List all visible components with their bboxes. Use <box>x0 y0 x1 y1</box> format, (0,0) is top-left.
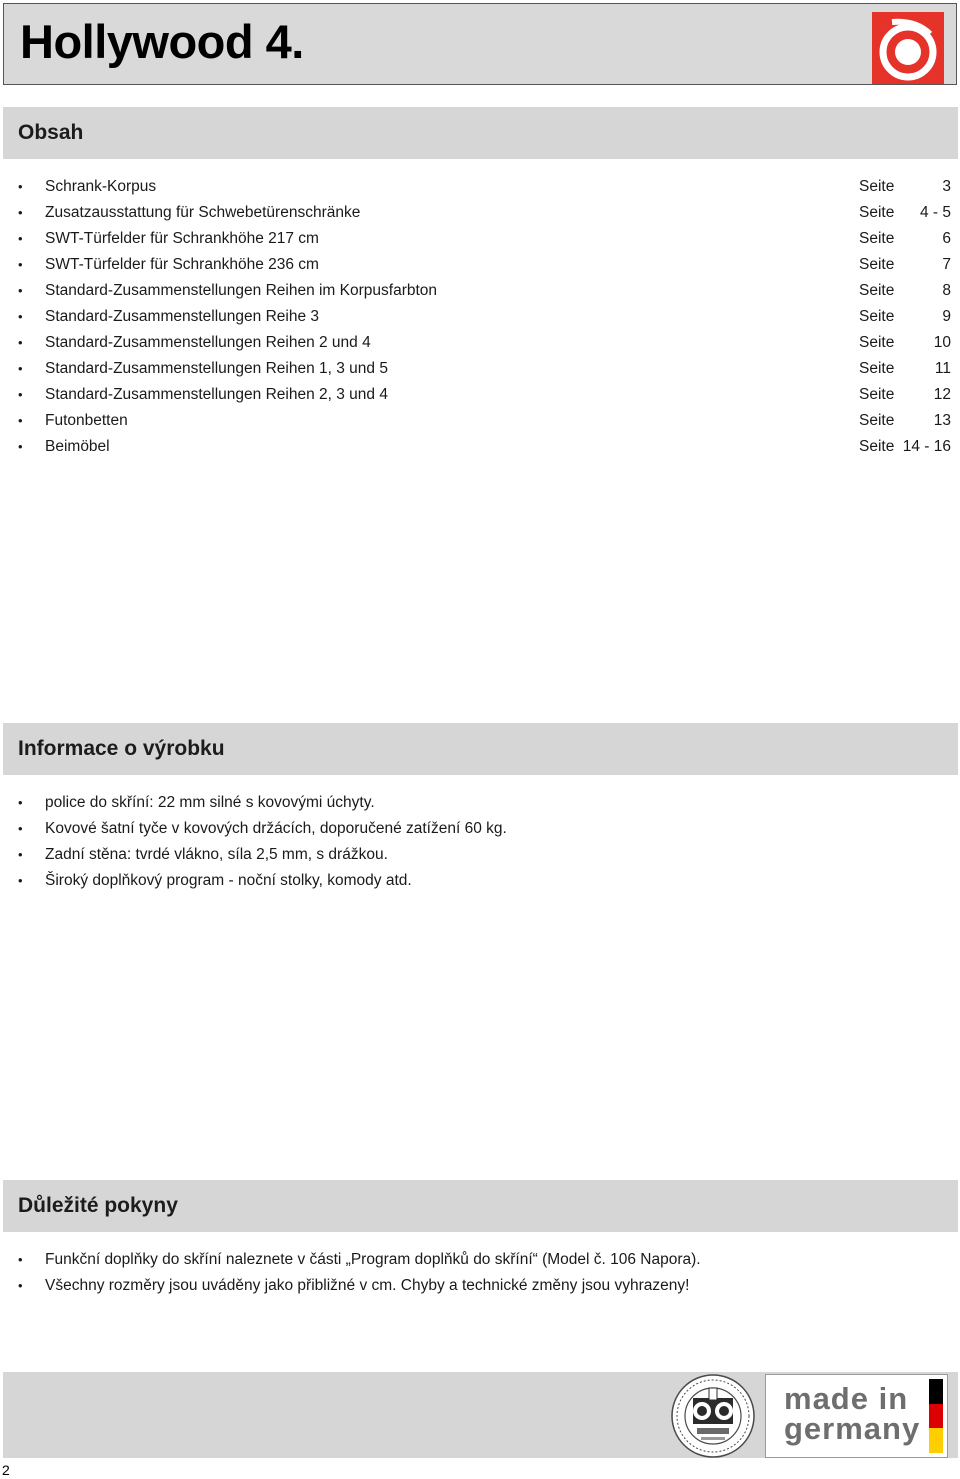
contents-item: • Schrank-Korpus Seite 3 <box>0 174 960 200</box>
important-note-item: • Všechny rozměry jsou uváděny jako přibližné v cm. Chyby a technické změny jsou vyhrazeny! <box>0 1273 960 1299</box>
bullet-icon: • <box>18 413 23 428</box>
bullet-icon: • <box>18 361 23 376</box>
contents-item: • Zusatzausstattung für Schwebetürenschränke Seite 4 - 5 <box>0 200 960 226</box>
brand-logo-icon <box>872 12 944 84</box>
document-title: Hollywood 4. <box>20 15 304 68</box>
product-info-item: • Široký doplňkový program - noční stolky, komody atd. <box>0 868 960 894</box>
bullet-icon: • <box>18 795 23 810</box>
product-info-heading: Informace o výrobku <box>18 737 225 760</box>
contents-item: • Beimöbel Seite 14 - 16 <box>0 434 960 460</box>
bullet-icon: • <box>18 179 23 194</box>
contents-list <box>0 174 960 460</box>
contents-item: • Standard-Zusammenstellungen Reihen 2 und 4 Seite 10 <box>0 330 960 356</box>
product-info-item: • police do skříní: 22 mm silné s kovovými úchyty. <box>0 790 960 816</box>
made-in-germany-badge <box>765 1374 948 1458</box>
bullet-icon: • <box>18 847 23 862</box>
contents-heading: Obsah <box>18 121 84 144</box>
contents-item: • SWT-Türfelder für Schrankhöhe 217 cm Seite 6 <box>0 226 960 252</box>
contents-section-bar <box>3 107 958 159</box>
contents-item: • Futonbetten Seite 13 <box>0 408 960 434</box>
important-notes-heading: Důležité pokyny <box>18 1194 178 1217</box>
bullet-icon: • <box>18 335 23 350</box>
bullet-icon: • <box>18 873 23 888</box>
contents-item: • Standard-Zusammenstellungen Reihen 1, 3 und 5 Seite 11 <box>0 356 960 382</box>
bullet-icon: • <box>18 1278 23 1293</box>
bullet-icon: • <box>18 1252 23 1267</box>
contents-item: • Standard-Zusammenstellungen Reihen im Korpusfarbton Seite 8 <box>0 278 960 304</box>
germany-label: germany <box>784 1411 921 1446</box>
made-in-label: made in <box>784 1381 909 1416</box>
bullet-icon: • <box>18 231 23 246</box>
contents-item: • Standard-Zusammenstellungen Reihe 3 Seite 9 <box>0 304 960 330</box>
product-info-section-bar <box>3 723 958 775</box>
product-info-item: • Zadní stěna: tvrdé vlákno, síla 2,5 mm, s drážkou. <box>0 842 960 868</box>
bullet-icon: • <box>18 205 23 220</box>
page-number: 2 <box>2 1462 10 1478</box>
bullet-icon: • <box>18 821 23 836</box>
bullet-icon: • <box>18 283 23 298</box>
contents-item: • SWT-Türfelder für Schrankhöhe 236 cm Seite 7 <box>0 252 960 278</box>
bullet-icon: • <box>18 309 23 324</box>
title-header <box>3 3 957 85</box>
bullet-icon: • <box>18 387 23 402</box>
product-info-item: • Kovové šatní tyče v kovových držácích, doporučené zatížení 60 kg. <box>0 816 960 842</box>
important-notes-list <box>0 1247 960 1299</box>
important-notes-section-bar <box>3 1180 958 1232</box>
important-note-item: • Funkční doplňky do skříní naleznete v části „Program doplňků do skříní“ (Model č. 106 Napora). <box>0 1247 960 1273</box>
quality-seal-icon <box>671 1374 755 1458</box>
contents-item: • Standard-Zusammenstellungen Reihen 2, 3 und 4 Seite 12 <box>0 382 960 408</box>
bullet-icon: • <box>18 257 23 272</box>
product-info-list <box>0 790 960 894</box>
german-flag-icon <box>929 1379 943 1453</box>
bullet-icon: • <box>18 439 23 454</box>
